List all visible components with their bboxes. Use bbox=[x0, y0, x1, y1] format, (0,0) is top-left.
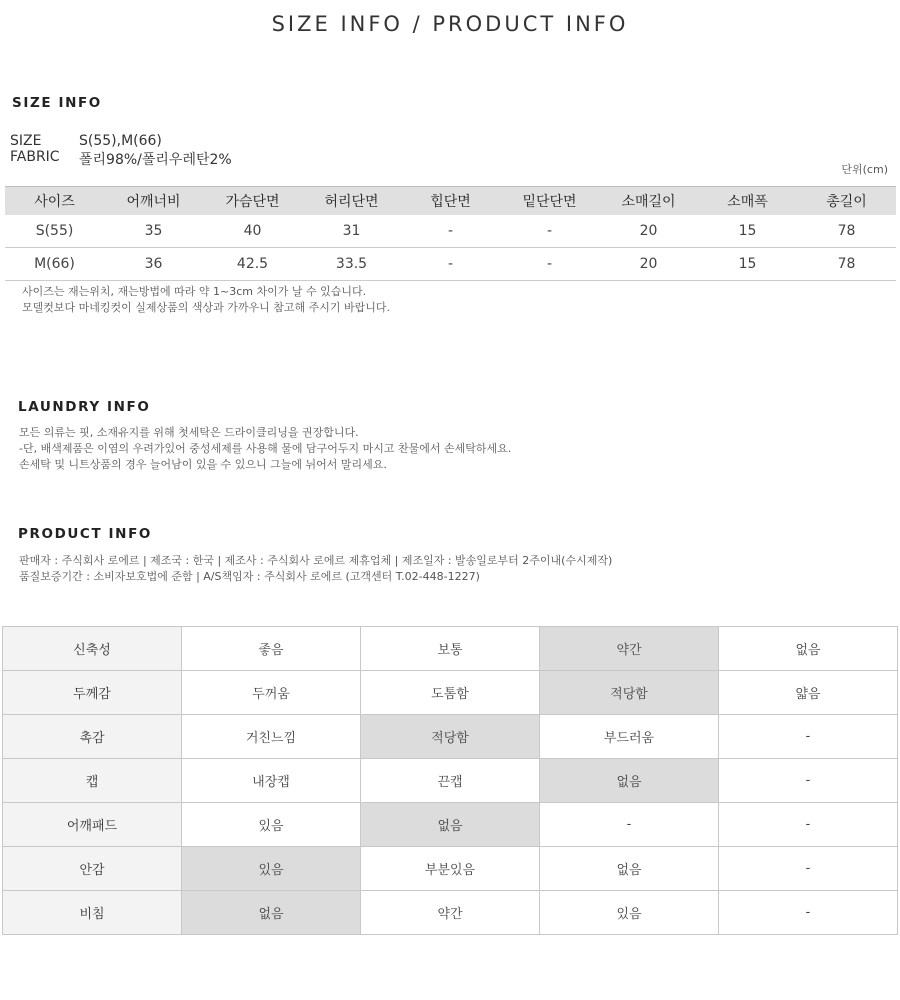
attribute-label: 어깨패드 bbox=[3, 803, 182, 847]
attribute-option: 부드러움 bbox=[540, 715, 719, 759]
product-notes bbox=[19, 553, 612, 585]
size-table-header: 밑단단면 bbox=[500, 187, 599, 216]
size-table-header: 힙단면 bbox=[401, 187, 500, 216]
attribute-option: 적당함 bbox=[540, 671, 719, 715]
size-cell: 78 bbox=[797, 215, 896, 248]
size-table-header: 소매길이 bbox=[599, 187, 698, 216]
size-table-header: 어깨너비 bbox=[104, 187, 203, 216]
attribute-option: 없음 bbox=[182, 891, 361, 935]
size-cell: 20 bbox=[599, 248, 698, 281]
attribute-row bbox=[3, 847, 898, 891]
size-table-header-row bbox=[5, 187, 896, 216]
size-table bbox=[5, 186, 896, 281]
attribute-option: 좋음 bbox=[182, 627, 361, 671]
attribute-option: 얇음 bbox=[719, 671, 898, 715]
fabric-value: 폴리98%/폴리우레탄2% bbox=[79, 152, 232, 168]
size-cell: 15 bbox=[698, 248, 797, 281]
size-cell: 35 bbox=[104, 215, 203, 248]
attribute-option: 없음 bbox=[361, 803, 540, 847]
size-cell: 20 bbox=[599, 215, 698, 248]
attribute-label: 비침 bbox=[3, 891, 182, 935]
attribute-option: 내장캡 bbox=[182, 759, 361, 803]
size-cell: 33.5 bbox=[302, 248, 401, 281]
size-cell: - bbox=[500, 248, 599, 281]
size-table-header: 허리단면 bbox=[302, 187, 401, 216]
attribute-label: 촉감 bbox=[3, 715, 182, 759]
size-cell: 42.5 bbox=[203, 248, 302, 281]
attribute-label: 신축성 bbox=[3, 627, 182, 671]
attribute-row bbox=[3, 671, 898, 715]
size-cell: - bbox=[401, 215, 500, 248]
size-value: S(55),M(66) bbox=[79, 133, 162, 149]
attribute-option: 있음 bbox=[540, 891, 719, 935]
size-cell: - bbox=[500, 215, 599, 248]
attribute-row bbox=[3, 803, 898, 847]
attribute-option: - bbox=[719, 715, 898, 759]
laundry-line: 모든 의류는 핏, 소재유지를 위해 첫세탁은 드라이클리닝을 권장합니다. bbox=[19, 426, 359, 439]
size-note-line: 모델컷보다 마네킹컷이 실제상품의 색상과 가까우니 참고해 주시기 바랍니다. bbox=[22, 301, 391, 314]
size-cell: 31 bbox=[302, 215, 401, 248]
attribute-option: 보통 bbox=[361, 627, 540, 671]
attribute-option: - bbox=[719, 847, 898, 891]
size-notes bbox=[22, 284, 390, 316]
attribute-option: 도톰함 bbox=[361, 671, 540, 715]
fabric-label: FABRIC bbox=[10, 149, 60, 165]
attribute-option: 적당함 bbox=[361, 715, 540, 759]
attribute-option: 두꺼움 bbox=[182, 671, 361, 715]
attribute-option: 부분있음 bbox=[361, 847, 540, 891]
size-cell: 36 bbox=[104, 248, 203, 281]
product-line: 판매자 : 주식회사 로에르 | 제조국 : 한국 | 제조사 : 주식회사 로에르 제휴업체 | 제조일자 : 발송일로부터 2주이내(수시제작) bbox=[19, 554, 613, 567]
size-table-header: 소매폭 bbox=[698, 187, 797, 216]
size-cell: 78 bbox=[797, 248, 896, 281]
laundry-notes bbox=[19, 425, 511, 473]
size-cell: S(55) bbox=[5, 215, 104, 248]
attribute-option: 있음 bbox=[182, 803, 361, 847]
attribute-label: 안감 bbox=[3, 847, 182, 891]
table-row bbox=[5, 215, 896, 248]
attribute-option: 거친느낌 bbox=[182, 715, 361, 759]
size-table-header: 총길이 bbox=[797, 187, 896, 216]
attribute-label: 두께감 bbox=[3, 671, 182, 715]
attribute-row bbox=[3, 759, 898, 803]
laundry-line: 손세탁 및 니트상품의 경우 늘어남이 있을 수 있으니 그늘에 뉘어서 말리세요. bbox=[19, 458, 387, 471]
size-cell: 40 bbox=[203, 215, 302, 248]
page-title: SIZE INFO / PRODUCT INFO bbox=[271, 12, 629, 36]
fabric-spec-row bbox=[10, 149, 410, 167]
attribute-row bbox=[3, 715, 898, 759]
size-table-header: 사이즈 bbox=[5, 187, 104, 216]
product-info-heading: PRODUCT INFO bbox=[18, 526, 152, 542]
attribute-option: - bbox=[719, 759, 898, 803]
size-cell: 15 bbox=[698, 215, 797, 248]
size-table-header: 가슴단면 bbox=[203, 187, 302, 216]
attribute-option: 약간 bbox=[361, 891, 540, 935]
attribute-row bbox=[3, 627, 898, 671]
laundry-info-heading: LAUNDRY INFO bbox=[18, 399, 151, 415]
table-row bbox=[5, 248, 896, 281]
attribute-option: - bbox=[540, 803, 719, 847]
attribute-option: - bbox=[719, 803, 898, 847]
product-line: 품질보증기간 : 소비자보호법에 준함 | A/S책임자 : 주식회사 로에르 (고객센터 T.02-448-1227) bbox=[19, 570, 480, 583]
attribute-row bbox=[3, 891, 898, 935]
laundry-line: -단, 배색제품은 이염의 우려가있어 중성세제를 사용해 물에 담구어두지 마시고 찬물에서 손세탁하세요. bbox=[19, 442, 512, 455]
size-info-heading: SIZE INFO bbox=[12, 95, 102, 111]
attribute-option: 없음 bbox=[540, 847, 719, 891]
size-note-line: 사이즈는 재는위치, 재는방법에 따라 약 1~3cm 차이가 날 수 있습니다. bbox=[22, 285, 367, 298]
size-cell: - bbox=[401, 248, 500, 281]
attribute-option: 없음 bbox=[719, 627, 898, 671]
attribute-label: 캡 bbox=[3, 759, 182, 803]
size-cell: M(66) bbox=[5, 248, 104, 281]
size-label: SIZE bbox=[10, 133, 42, 149]
attribute-option: 끈캡 bbox=[361, 759, 540, 803]
attribute-option: 없음 bbox=[540, 759, 719, 803]
unit-label: 단위(cm) bbox=[841, 163, 888, 176]
attribute-option: 있음 bbox=[182, 847, 361, 891]
attribute-option: - bbox=[719, 891, 898, 935]
attribute-table bbox=[2, 626, 898, 935]
attribute-option: 약간 bbox=[540, 627, 719, 671]
